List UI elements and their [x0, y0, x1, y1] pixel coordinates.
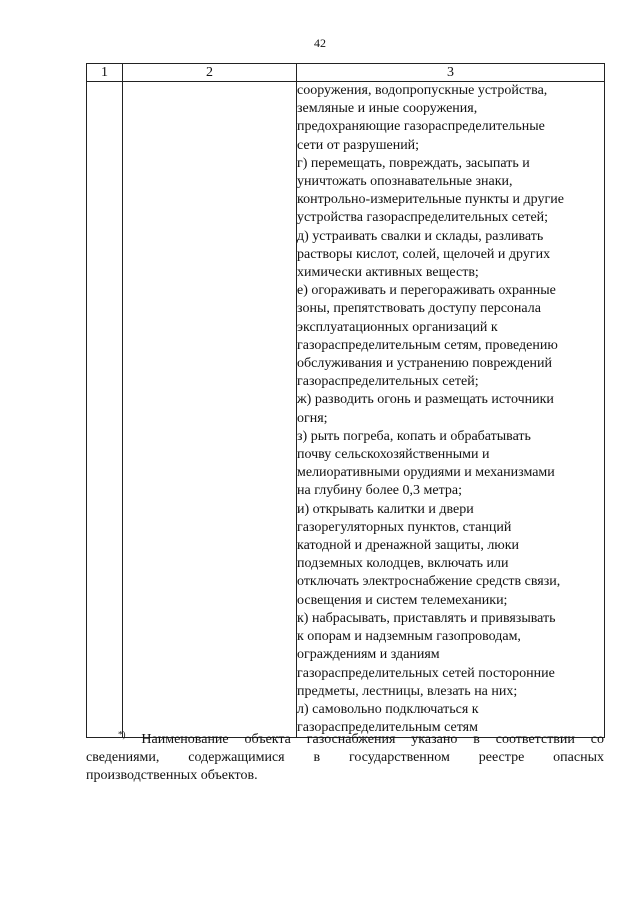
column-header-2: 2 — [123, 64, 297, 82]
text-line: мелиоративными орудиями и механизмами — [297, 465, 555, 481]
text-line: сооружения, водопропускные устройства, — [297, 83, 548, 98]
text-line: г) перемещать, повреждать, засыпать и — [297, 155, 530, 171]
text-line: к опорам и надземным газопроводам, — [297, 629, 521, 645]
document-table — [86, 63, 605, 738]
text-line: и) открывать калитки и двери — [297, 501, 474, 517]
table-cell-col2 — [123, 82, 297, 738]
text-line: устройства газораспределительных сетей; — [297, 210, 549, 226]
text-line: газораспределительным сетям, проведению — [297, 337, 558, 353]
table-cell-col3 — [297, 82, 605, 738]
table-cell-col1 — [87, 82, 123, 738]
text-line: е) огораживать и перегораживать охранные — [297, 283, 556, 299]
text-line: газораспределительных сетей посторонние — [297, 665, 555, 681]
text-line: эксплуатационных организаций к — [297, 319, 498, 335]
footnote — [86, 731, 604, 785]
text-line: зоны, препятствовать доступу персонала — [297, 301, 541, 317]
text-line: газораспределительным сетям — [297, 720, 478, 736]
table-row — [87, 82, 605, 738]
text-line: контрольно-измерительные пункты и другие — [297, 192, 564, 208]
text-line: предметы, лестницы, влезать на них; — [297, 683, 518, 699]
text-line: ж) разводить огонь и размещать источники — [297, 392, 554, 408]
footnote-text: Наименование объекта газоснабжения указано в соответствии со — [141, 732, 604, 747]
text-line: д) устраивать свалки и склады, разливать — [297, 228, 544, 244]
text-line: ограждениям и зданиям — [297, 647, 440, 663]
table-header-row — [87, 64, 605, 82]
text-line: катодной и дренажной защиты, люки — [297, 538, 520, 554]
column-header-3: 3 — [297, 64, 605, 82]
text-line: на глубину более 0,3 метра; — [297, 483, 462, 499]
text-line: газораспределительных сетей; — [297, 374, 479, 390]
text-line: уничтожать опознавательные знаки, — [297, 174, 513, 190]
text-line: газорегуляторных пунктов, станций — [297, 519, 512, 535]
text-line: почву сельскохозяйственными и — [297, 447, 490, 463]
footnote-marker: *) — [118, 729, 126, 740]
text-line: л) самовольно подключаться к — [297, 701, 479, 717]
text-line: огня; — [297, 410, 328, 426]
text-line: отключать электроснабжение средств связи, — [297, 574, 561, 590]
text-line: сети от разрушений; — [297, 137, 420, 153]
text-line: к) набрасывать, приставлять и привязывать — [297, 610, 556, 626]
text-line: растворы кислот, солей, щелочей и других — [297, 246, 551, 262]
column-header-1: 1 — [87, 64, 123, 82]
footnote-line — [86, 731, 604, 749]
text-line: з) рыть погреба, копать и обрабатывать — [297, 428, 531, 444]
page-number: 42 — [314, 36, 326, 50]
text-line: предохраняющие газораспределительные — [297, 119, 545, 135]
text-line: обслуживания и устранению повреждений — [297, 356, 553, 372]
text-line: освещения и систем телемеханики; — [297, 592, 508, 608]
text-line: земляные и иные сооружения, — [297, 101, 478, 117]
text-line: химически активных веществ; — [297, 265, 479, 281]
footnote-line: сведениями, содержащимися в государственном реестре опасных — [86, 750, 604, 765]
text-line: подземных колодцев, включать или — [297, 556, 509, 572]
footnote-line: производственных объектов. — [86, 768, 258, 783]
